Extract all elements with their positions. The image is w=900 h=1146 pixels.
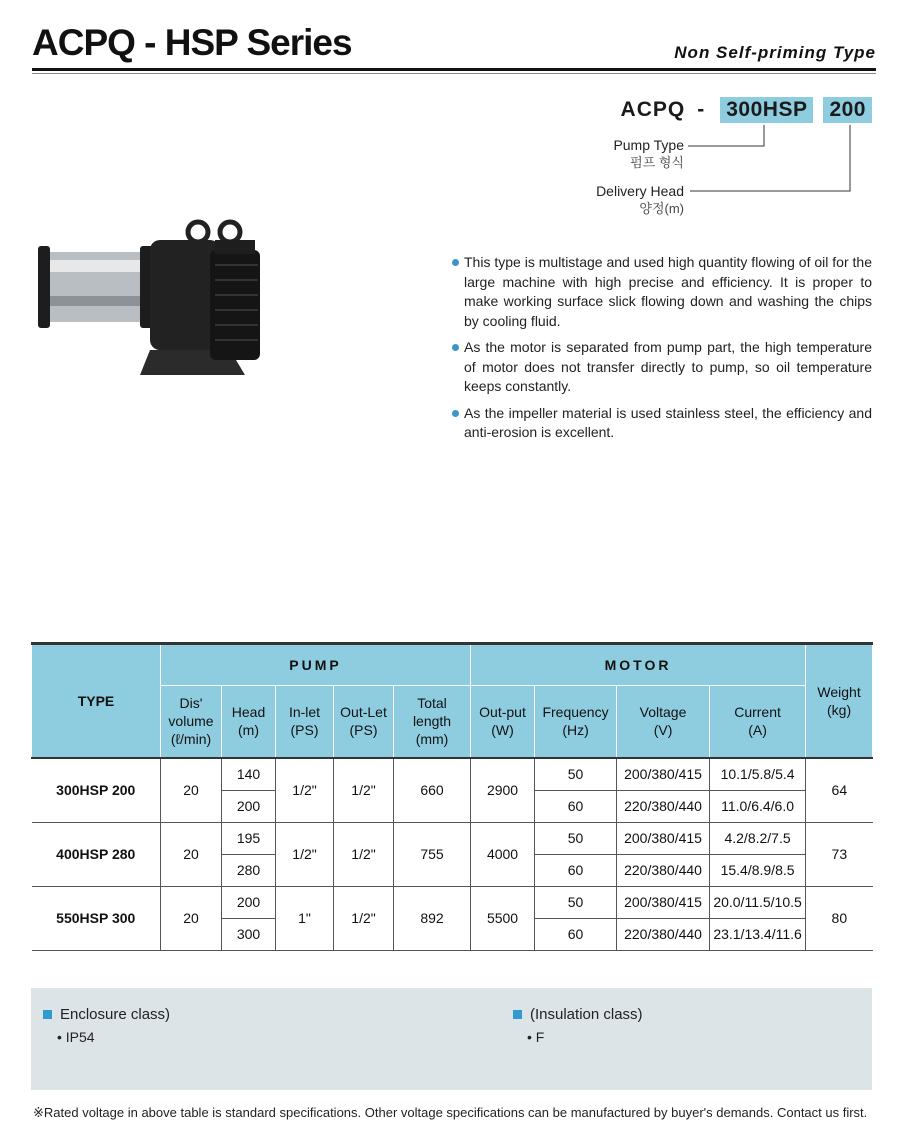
output-cell: 4000 [471,822,535,886]
table-row [32,886,873,918]
frequency-cell: 50 [535,758,617,791]
frequency-cell: 50 [535,886,617,918]
specs-info-box [31,988,872,1090]
head-cell: 200 [222,790,276,822]
voltage-cell: 200/380/415 [617,822,710,854]
weight-cell: 64 [806,758,873,823]
current-cell: 4.2/8.2/7.5 [710,822,806,854]
insulation-class-value: • F [527,1029,545,1045]
weight-cell: 73 [806,822,873,886]
length-cell: 660 [394,758,471,823]
enclosure-class-heading [43,1006,170,1023]
voltage-cell: 200/380/415 [617,758,710,791]
insulation-class-label: (Insulation class) [530,1006,643,1023]
title-rule [32,68,876,71]
insulation-class [513,1006,643,1045]
head-header: Head (m) [222,686,276,758]
weight-header: Weight (kg) [806,644,873,758]
bullet-square-icon [43,1010,52,1019]
length-cell: 892 [394,886,471,950]
outlet-header: Out-Let (PS) [334,686,394,758]
table-row [32,758,873,791]
head-cell: 300 [222,918,276,950]
model-prefix: ACPQ [620,98,686,121]
dis-volume-cell: 20 [161,886,222,950]
voltage-cell: 220/380/440 [617,918,710,950]
table-row [32,822,873,854]
title-rule-thin [32,73,876,74]
inlet-header: In-let (PS) [276,686,334,758]
inlet-cell: 1/2" [276,822,334,886]
current-cell: 20.0/11.5/10.5 [710,886,806,918]
description-item: As the impeller material is used stainless steel, the efficiency and anti-erosion is excellent. [452,404,872,443]
enclosure-class-label: Enclosure class) [60,1006,171,1023]
outlet-cell: 1/2" [334,886,394,950]
page-title: ACPQ - HSP Series [32,22,352,63]
pump-product-image [30,100,260,480]
delivery-head-code: 200 [823,97,872,123]
type-cell: 400HSP 280 [32,822,161,886]
pump-type-code: 300HSP [720,97,813,123]
current-header: Current (A) [710,686,806,758]
delivery-head-label-en: Delivery Head [596,183,684,199]
footnote: ※Rated voltage in above table is standard specifications. Other voltage specifications can be manufactured by buyer's demands. Contact us first. [33,1105,868,1120]
pump-header: PUMP [161,644,471,686]
type-header: TYPE [32,644,161,758]
pump-type-label-en: Pump Type [613,137,684,153]
bullet-square-icon [513,1010,522,1019]
delivery-head-label [560,182,684,218]
outlet-cell: 1/2" [334,822,394,886]
head-cell: 195 [222,822,276,854]
voltage-cell: 220/380/440 [617,854,710,886]
type-cell: 550HSP 300 [32,886,161,950]
delivery-head-label-ko: 양정(m) [639,201,684,216]
voltage-cell: 200/380/415 [617,886,710,918]
weight-cell: 80 [806,886,873,950]
model-dash: - [697,98,705,121]
voltage-cell: 220/380/440 [617,790,710,822]
pump-type-label-ko: 펌프 형식 [630,155,684,170]
motor-header: MOTOR [471,644,806,686]
dis-volume-cell: 20 [161,758,222,823]
model-code [621,96,872,124]
inlet-cell: 1" [276,886,334,950]
output-cell: 2900 [471,758,535,823]
current-cell: 23.1/13.4/11.6 [710,918,806,950]
spec-table [31,642,873,951]
length-header: Total length (mm) [394,686,471,758]
dis-volume-header: Dis' volume (ℓ/min) [161,686,222,758]
outlet-cell: 1/2" [334,758,394,823]
frequency-cell: 50 [535,822,617,854]
frequency-header: Frequency (Hz) [535,686,617,758]
current-cell: 15.4/8.9/8.5 [710,854,806,886]
description-item: This type is multistage and used high quantity flowing of oil for the large machine with high precise and efficiency. It is proper to make working surface slick flowing down and washing the chips by cooling fluid. [452,253,872,331]
length-cell: 755 [394,822,471,886]
frequency-cell: 60 [535,854,617,886]
output-header: Out-put (W) [471,686,535,758]
enclosure-class [43,1006,170,1045]
description-list [452,253,872,450]
enclosure-class-value: • IP54 [57,1029,95,1045]
current-cell: 11.0/6.4/6.0 [710,790,806,822]
frequency-cell: 60 [535,790,617,822]
frequency-cell: 60 [535,918,617,950]
insulation-class-heading [513,1006,643,1023]
inlet-cell: 1/2" [276,758,334,823]
head-cell: 280 [222,854,276,886]
description-item: As the motor is separated from pump part, the high temperature of motor does not transfer directly to pump, so oil temperature keeps constantly. [452,338,872,397]
current-cell: 10.1/5.8/5.4 [710,758,806,791]
type-cell: 300HSP 200 [32,758,161,823]
head-cell: 200 [222,886,276,918]
head-cell: 140 [222,758,276,791]
page-subtitle: Non Self-priming Type [674,43,876,62]
output-cell: 5500 [471,886,535,950]
dis-volume-cell: 20 [161,822,222,886]
voltage-header: Voltage (V) [617,686,710,758]
pump-type-label [560,136,684,172]
